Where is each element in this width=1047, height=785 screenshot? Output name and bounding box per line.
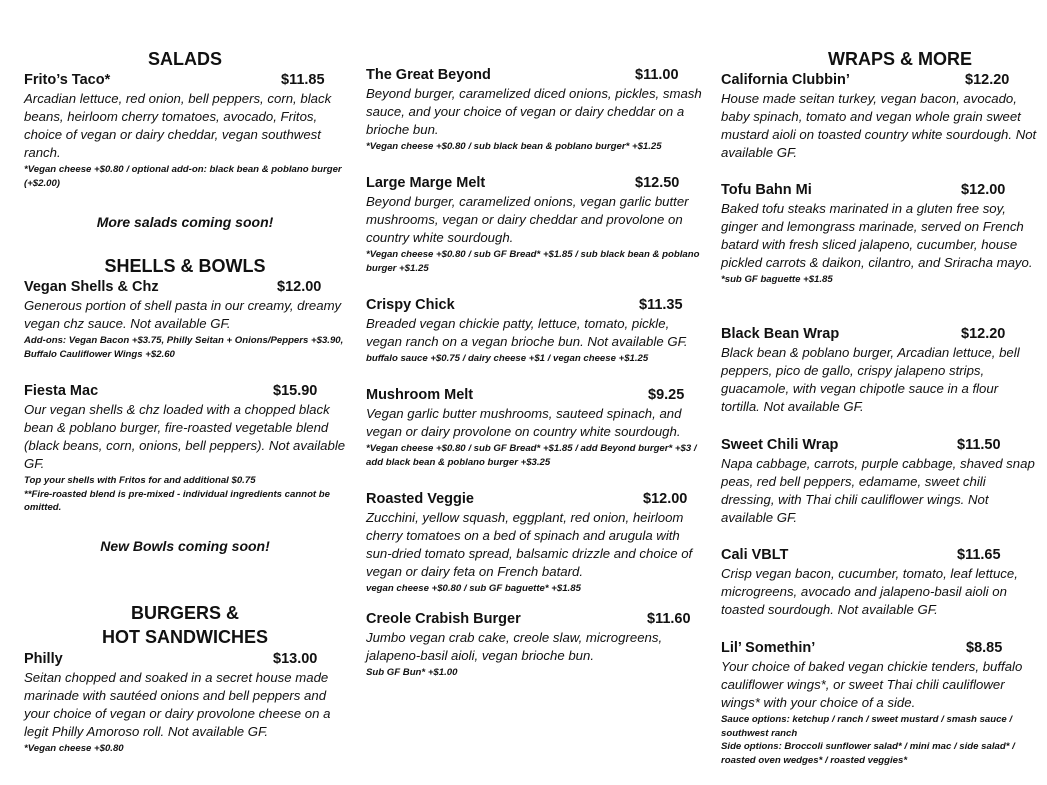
item-description: Breaded vegan chickie patty, lettuce, tomato, pickle, vegan ranch on a vegan brioche bun. Not available GF.	[366, 316, 688, 349]
item-price: $11.65	[957, 547, 1001, 563]
menu-item-california-clubbin	[721, 71, 1039, 162]
item-note: *Vegan cheese +$0.80 / sub GF Bread* +$1.85 / add Beyond burger* +$3 / add black bean & poblano burger +$3.25	[366, 443, 697, 468]
menu-item-tofu-bahn-mi	[721, 181, 1039, 287]
item-price: $12.00	[277, 279, 322, 295]
section-title-wraps: WRAPS & MORE	[828, 49, 972, 69]
item-name: California Clubbin’	[721, 72, 850, 88]
item-note: *Vegan cheese +$0.80	[24, 743, 124, 754]
menu-item-roasted-veggie	[366, 490, 702, 596]
item-description: Vegan garlic butter mushrooms, sauteed spinach, and vegan or dairy provolone on country white sourdough.	[366, 406, 682, 439]
item-price: $12.00	[643, 491, 688, 507]
item-description: Crisp vegan bacon, cucumber, tomato, leaf lettuce, microgreens, avocado and jalapeno-basil aioli on toasted sourdough. Not available GF.	[721, 566, 1018, 617]
item-description: Generous portion of shell pasta in our creamy, dreamy vegan chz sauce. Not available GF.	[24, 298, 342, 331]
item-name: Large Marge Melt	[366, 175, 486, 191]
item-name: Sweet Chili Wrap	[721, 437, 839, 453]
item-description: Your choice of baked vegan chickie tenders, buffalo cauliflower wings*, or sweet Thai chili cauliflower wings* with your choice of a side.	[721, 659, 1023, 710]
section-title-shells-bowls: SHELLS & BOWLS	[104, 256, 266, 276]
item-note: Sub GF Bun* +$1.00	[366, 667, 458, 678]
item-note: *Vegan cheese +$0.80 / optional add-on: black bean & poblano burger (+$2.00)	[24, 164, 342, 189]
item-note: *sub GF baguette +$1.85	[721, 274, 833, 285]
item-note: **Fire-roasted blend is pre-mixed - individual ingredients cannot be omitted.	[24, 488, 330, 513]
item-price: $13.00	[273, 651, 318, 667]
item-price: $11.85	[281, 72, 325, 88]
item-price: $12.20	[965, 72, 1010, 88]
bowls-coming-soon: New Bowls coming soon!	[100, 538, 270, 554]
menu-item-great-beyond	[366, 66, 702, 154]
item-name: Mushroom Melt	[366, 387, 474, 403]
item-name: Vegan Shells & Chz	[24, 279, 159, 295]
menu-item-fritos-taco	[24, 71, 346, 190]
salads-coming-soon: More salads coming soon!	[96, 214, 274, 230]
menu-item-cali-vblt	[721, 546, 1039, 619]
item-note: buffalo sauce +$0.75 / dairy cheese +$1 / vegan cheese +$1.25	[366, 353, 649, 364]
section-title-burgers-line2: HOT SANDWICHES	[102, 627, 268, 647]
item-name: Black Bean Wrap	[721, 326, 840, 342]
item-note: Add-ons: Vegan Bacon +$3.75, Philly Seitan + Onions/Peppers +$3.90, Buffalo Cauliflower Wings +$2.60	[24, 335, 344, 360]
item-price: $12.20	[961, 326, 1006, 342]
item-description: Beyond burger, caramelized onions, vegan garlic butter mushrooms, vegan or dairy cheddar and provolone on country white sourdough.	[366, 194, 689, 245]
item-price: $9.25	[648, 387, 685, 403]
menu-item-fiesta-mac	[24, 382, 346, 515]
item-description: Arcadian lettuce, red onion, bell peppers, corn, black beans, heirloom cherry tomatoes, avocado, Fritos, choice of vegan or dairy cheddar, vegan southwest ranch.	[24, 91, 332, 160]
menu-item-sweet-chili-wrap	[721, 436, 1039, 527]
item-description: Seitan chopped and soaked in a secret house made marinade with sautéed onions and bell peppers and your choice of vegan or dairy provolone cheese on a legit Philly Amoroso roll. Not available GF.	[24, 670, 331, 739]
section-title-salads: SALADS	[147, 49, 222, 69]
item-name: Fiesta Mac	[24, 383, 99, 399]
menu-item-mushroom-melt	[366, 386, 702, 469]
item-name: Philly	[24, 651, 63, 667]
item-price: $15.90	[273, 383, 318, 399]
item-price: $12.00	[961, 182, 1006, 198]
item-description: Baked tofu steaks marinated in a gluten free soy, ginger and lemongrass marinade, served on French batard with fresh sliced jalapeno, cucumber, house pickled carrots & daikon, cilantro, and Sriracha mayo.	[721, 201, 1033, 270]
menu-item-philly	[24, 650, 346, 756]
item-price: $11.35	[639, 297, 683, 313]
item-note: *Vegan cheese +$0.80 / sub black bean & poblano burger* +$1.25	[366, 141, 662, 152]
item-name: Cali VBLT	[721, 547, 789, 563]
menu-item-large-marge	[366, 174, 702, 275]
item-description: Zucchini, yellow squash, eggplant, red onion, heirloom cherry tomatoes on a bed of spinach and arugula with sun-dried tomato spread, balsamic drizzle and choice of vegan or dairy feta on French batard.	[366, 510, 693, 579]
item-description: House made seitan turkey, vegan bacon, avocado, baby spinach, tomato and vegan whole grain sweet mustard aioli on toasted country white sourdough. Not available GF.	[721, 91, 1037, 160]
menu-item-creole-crabish	[366, 610, 702, 680]
item-description: Our vegan shells & chz loaded with a chopped black bean & poblano burger, fire-roasted vegetable blend (black beans, corn, onions, bell peppers). Not available GF.	[24, 402, 346, 471]
menu-item-lil-somethin	[721, 639, 1039, 767]
item-note: vegan cheese +$0.80 / sub GF baguette* +$1.85	[366, 583, 581, 594]
item-name: Crispy Chick	[366, 297, 455, 313]
item-price: $11.60	[647, 611, 691, 627]
item-name: Tofu Bahn Mi	[721, 182, 812, 198]
item-note: Sauce options: ketchup / ranch / sweet mustard / smash sauce / southwest ranch	[721, 714, 1013, 739]
item-price: $12.50	[635, 175, 680, 191]
item-price: $11.50	[957, 437, 1001, 453]
item-name: The Great Beyond	[366, 67, 491, 83]
item-name: Roasted Veggie	[366, 491, 474, 507]
item-name: Frito’s Taco*	[24, 72, 111, 88]
section-title-burgers-line1: BURGERS &	[130, 603, 239, 623]
item-price: $8.85	[966, 640, 1003, 656]
menu-item-black-bean-wrap	[721, 325, 1039, 416]
item-note: *Vegan cheese +$0.80 / sub GF Bread* +$1.85 / sub black bean & poblano burger +$1.25	[366, 249, 700, 274]
item-description: Napa cabbage, carrots, purple cabbage, shaved snap peas, red bell peppers, edamame, sweet chili dressing, with Thai chili cauliflower wings. Not available GF.	[721, 456, 1035, 525]
item-note: Top your shells with Fritos for and additional $0.75	[24, 475, 256, 486]
item-price: $11.00	[635, 67, 679, 83]
item-name: Lil’ Somethin’	[721, 640, 816, 656]
item-description: Beyond burger, caramelized diced onions, pickles, smash sauce, and your choice of vegan or dairy cheddar on a brioche bun.	[366, 86, 702, 137]
item-description: Black bean & poblano burger, Arcadian lettuce, bell peppers, pico de gallo, crispy jalapeno strips, guacamole, with vegan chipotle sauce in a flour tortilla. Not available GF.	[721, 345, 1020, 414]
menu-item-vegan-shells	[24, 278, 346, 361]
menu-item-crispy-chick	[366, 296, 702, 366]
item-description: Jumbo vegan crab cake, creole slaw, microgreens, jalapeno-basil aioli, vegan brioche bun.	[366, 630, 663, 663]
item-name: Creole Crabish Burger	[366, 611, 521, 627]
item-note: Side options: Broccoli sunflower salad* / mini mac / side salad* / roasted oven wedges* / roasted veggies*	[721, 741, 1015, 766]
